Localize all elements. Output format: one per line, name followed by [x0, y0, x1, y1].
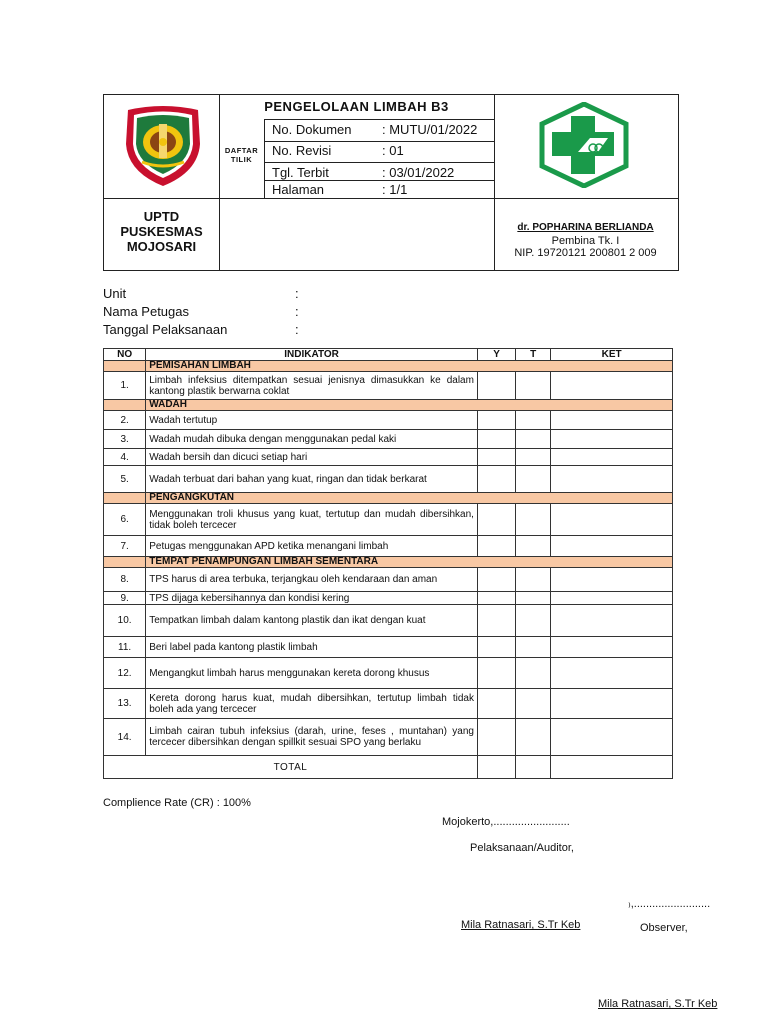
section-row [104, 557, 673, 568]
total-label: TOTAL [104, 756, 478, 779]
check-t[interactable] [516, 536, 551, 557]
col-no: NO [104, 349, 146, 361]
ket-cell[interactable] [551, 372, 673, 400]
check-y[interactable] [477, 592, 515, 605]
auditor-name: Mila Ratnasari, S.Tr Keb [461, 919, 581, 931]
compliance-rate: Complience Rate (CR) : 100% [103, 797, 251, 809]
observer-label: Observer, [640, 922, 688, 934]
check-t[interactable] [516, 592, 551, 605]
table-row: 6. Menggunakan troli khusus yang kuat, tertutup dan mudah dibersihkan, tidak boleh tercecer [104, 504, 673, 536]
ket-cell[interactable] [551, 411, 673, 430]
table-header-row [104, 349, 673, 361]
signer-block [494, 222, 677, 260]
check-y[interactable] [477, 430, 515, 449]
section-title: WADAH [146, 400, 673, 411]
table-row: 11. Beri label pada kantong plastik limbah [104, 637, 673, 658]
meta-row-halaman [264, 181, 494, 197]
table-row: 1. Limbah infeksius ditempatkan sesuai jenisnya dimasukkan ke dalam kantong plastik berwarna coklat [104, 372, 673, 400]
check-y[interactable] [477, 568, 515, 592]
document-title: PENGELOLAAN LIMBAH B3 [264, 99, 449, 114]
ket-cell[interactable] [551, 449, 673, 466]
info-separators: : : : [295, 286, 299, 337]
meta-row-dokumen [264, 120, 494, 142]
meta-label: No. Revisi [272, 143, 332, 158]
info-unit-label: Unit [103, 286, 127, 301]
check-y[interactable] [477, 449, 515, 466]
place-date-2: ₎,......................... [628, 898, 711, 910]
signer-nip: NIP. 19720121 200801 2 009 [514, 247, 657, 259]
check-t[interactable] [516, 658, 551, 689]
table-row: 2. Wadah tertutup [104, 411, 673, 430]
meta-label: No. Dokumen [272, 122, 352, 137]
divider [219, 95, 220, 270]
meta-label: Tgl. Terbit [272, 165, 329, 180]
table-row: 7. Petugas menggunakan APD ketika menangani limbah [104, 536, 673, 557]
ket-cell[interactable] [551, 689, 673, 719]
info-petugas-label: Nama Petugas [103, 304, 189, 319]
col-t: T [516, 349, 551, 361]
info-labels [103, 285, 227, 339]
check-y[interactable] [477, 466, 515, 493]
table-row: 10. Tempatkan limbah dalam kantong plastik dan ikat dengan kuat [104, 605, 673, 637]
info-tanggal-label: Tanggal Pelaksanaan [103, 322, 228, 337]
check-y[interactable] [477, 689, 515, 719]
total-ket [551, 756, 673, 779]
meta-row-terbit [264, 163, 494, 181]
daftar-tilik-label: DAFTAR TILIK [224, 146, 259, 164]
ket-cell[interactable] [551, 719, 673, 756]
meta-value: : 03/01/2022 [382, 165, 455, 180]
ket-cell[interactable] [551, 504, 673, 536]
check-t[interactable] [516, 466, 551, 493]
divider [264, 119, 265, 197]
place-date: Mojokerto,......................... [442, 816, 570, 828]
check-y[interactable] [477, 719, 515, 756]
section-title: PENGANGKUTAN [146, 493, 673, 504]
ket-cell[interactable] [551, 658, 673, 689]
check-t[interactable] [516, 605, 551, 637]
puskesmas-logo [538, 102, 630, 188]
table-row: 3. Wadah mudah dibuka dengan menggunakan pedal kaki [104, 430, 673, 449]
check-t[interactable] [516, 411, 551, 430]
check-t[interactable] [516, 689, 551, 719]
table-row: 13. Kereta dorong harus kuat, mudah dibersihkan, tertutup limbah tidak boleh ada yang tercecer [104, 689, 673, 719]
total-row [104, 756, 673, 779]
table-row: 9. TPS dijaga kebersihannya dan kondisi kering [104, 592, 673, 605]
ket-cell[interactable] [551, 605, 673, 637]
total-y [477, 756, 515, 779]
observer-name: Mila Ratnasari, S.Tr Keb [598, 998, 718, 1010]
check-t[interactable] [516, 719, 551, 756]
check-y[interactable] [477, 658, 515, 689]
ket-cell[interactable] [551, 637, 673, 658]
check-t[interactable] [516, 372, 551, 400]
signer-name: dr. POPHARINA BERLIANDA [517, 222, 654, 233]
check-y[interactable] [477, 637, 515, 658]
check-y[interactable] [477, 536, 515, 557]
col-ket: KET [551, 349, 673, 361]
ket-cell[interactable] [551, 536, 673, 557]
ket-cell[interactable] [551, 568, 673, 592]
check-t[interactable] [516, 504, 551, 536]
ket-cell[interactable] [551, 592, 673, 605]
section-title: PEMISAHAN LIMBAH [146, 361, 673, 372]
table-row: 8. TPS harus di area terbuka, terjangkau oleh kendaraan dan aman [104, 568, 673, 592]
ket-cell[interactable] [551, 466, 673, 493]
meta-label: Halaman [272, 182, 325, 197]
ket-cell[interactable] [551, 430, 673, 449]
check-y[interactable] [477, 372, 515, 400]
check-t[interactable] [516, 637, 551, 658]
meta-row-revisi [264, 141, 494, 163]
check-y[interactable] [477, 605, 515, 637]
auditor-role: Pelaksanaan/Auditor, [470, 842, 574, 854]
meta-value: : 1/1 [382, 182, 408, 197]
signer-rank: Pembina Tk. I [551, 234, 620, 247]
section-title: TEMPAT PENAMPUNGAN LIMBAH SEMENTARA [146, 557, 673, 568]
check-y[interactable] [477, 411, 515, 430]
checklist-table [103, 348, 673, 779]
check-t[interactable] [516, 430, 551, 449]
table-row: 14. Limbah cairan tubuh infeksius (darah, urine, feses , muntahan) yang tercecer dibersihkan dengan spillkit sesuai SPO yang berlaku [104, 719, 673, 756]
section-row [104, 400, 673, 411]
section-row [104, 493, 673, 504]
meta-value: : MUTU/01/2022 [382, 122, 478, 137]
check-t[interactable] [516, 449, 551, 466]
total-t [516, 756, 551, 779]
table-row: 5. Wadah terbuat dari bahan yang kuat, ringan dan tidak berkarat [104, 466, 673, 493]
organization-name: UPTD PUSKESMAS MOJOSARI [120, 209, 203, 254]
divider [104, 198, 678, 199]
table-row: 12. Mengangkut limbah harus menggunakan kereta dorong khusus [104, 658, 673, 689]
table-row: 4. Wadah bersih dan dicuci setiap hari [104, 449, 673, 466]
col-y: Y [477, 349, 515, 361]
check-t[interactable] [516, 568, 551, 592]
regional-emblem-logo [120, 104, 206, 188]
col-indikator: INDIKATOR [146, 349, 478, 361]
meta-value: : 01 [382, 143, 404, 158]
check-y[interactable] [477, 504, 515, 536]
section-row [104, 361, 673, 372]
